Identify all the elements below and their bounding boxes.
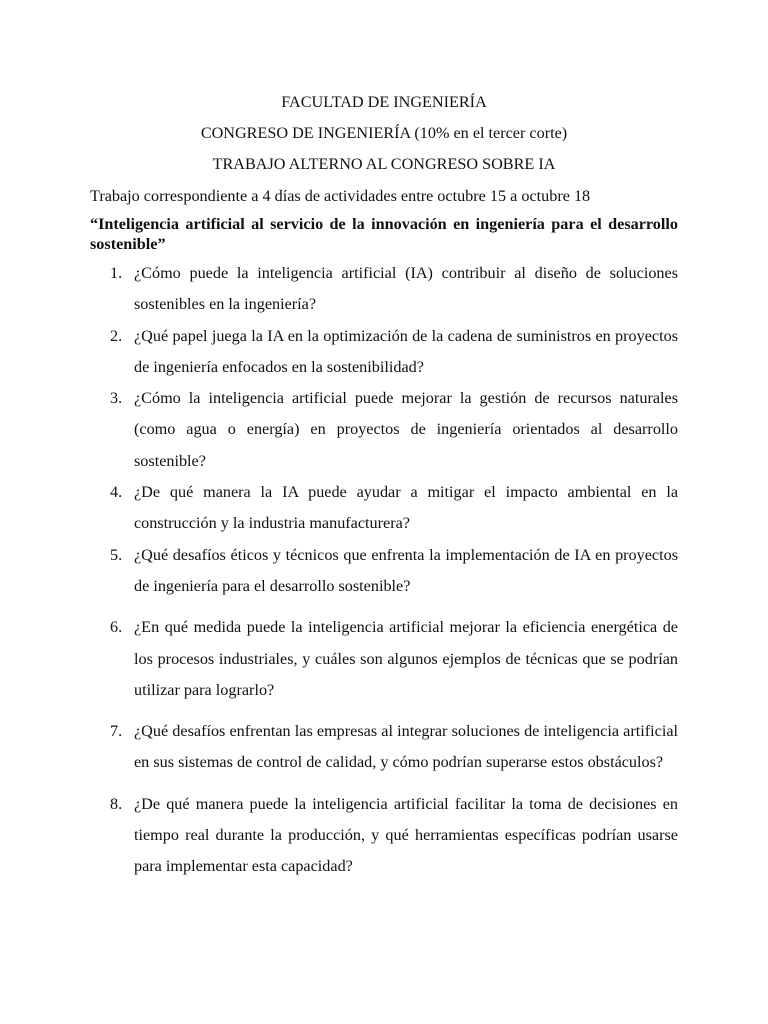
- question-item: [90, 477, 678, 540]
- question-item: [90, 383, 678, 477]
- question-number: 5.: [110, 545, 123, 564]
- assignment-title: TRABAJO ALTERNO AL CONGRESO SOBRE IA: [212, 155, 556, 173]
- question-item: [90, 789, 678, 883]
- question-item: [90, 321, 678, 384]
- question-number: 7.: [110, 722, 123, 741]
- intro-text: Trabajo correspondiente a 4 días de actividades entre octubre 15 a octubre 18: [90, 187, 591, 205]
- question-text: ¿De qué manera la IA puede ayudar a mitigar el impacto ambiental en la construcción y la industria manufacturera?: [134, 483, 678, 533]
- question-text: ¿En qué medida puede la inteligencia artificial mejorar la eficiencia energética de los procesos industriales, y cuáles son algunos ejemplos de técnicas que se podrían utilizar para lograrlo?: [134, 618, 678, 699]
- question-list: [90, 258, 678, 883]
- faculty-title: FACULTAD DE INGENIERÍA: [281, 93, 487, 111]
- question-number: 8.: [110, 794, 123, 813]
- question-number: 1.: [110, 264, 123, 282]
- question-text: ¿De qué manera puede la inteligencia artificial facilitar la toma de decisiones en tiempo real durante la producción, y qué herramientas específicas podrían usarse para implementar esta capacidad?: [134, 794, 678, 876]
- question-item: [90, 258, 678, 321]
- question-text: ¿Cómo puede la inteligencia artificial (IA) contribuir al diseño de soluciones sostenibles en la ingeniería?: [134, 264, 678, 314]
- question-item: [90, 716, 678, 779]
- question-number: 3.: [110, 389, 123, 408]
- question-number: 2.: [110, 326, 123, 345]
- question-text: ¿Qué desafíos éticos y técnicos que enfrenta la implementación de IA en proyectos de ingeniería para el desarrollo sostenible?: [134, 545, 678, 595]
- question-text: ¿Cómo la inteligencia artificial puede mejorar la gestión de recursos naturales (como agua o energía) en proyectos de ingeniería orientados al desarrollo sostenible?: [134, 389, 678, 470]
- question-item: [90, 540, 678, 603]
- question-text: ¿Qué papel juega la IA en la optimización de la cadena de suministros en proyectos de ingeniería enfocados en la sostenibilidad?: [134, 326, 678, 376]
- question-number: 4.: [110, 483, 123, 502]
- congress-title: CONGRESO DE INGENIERÍA (10% en el tercer corte): [200, 124, 568, 142]
- question-text: ¿Qué desafíos enfrentan las empresas al integrar soluciones de inteligencia artificial en sus sistemas de control de calidad, y cómo podrían superarse estos obstáculos?: [134, 722, 678, 772]
- question-item: [90, 612, 678, 706]
- question-number: 6.: [110, 618, 123, 637]
- topic-heading: “Inteligencia artificial al servicio de la innovación en ingeniería para el desarrollo sostenible”: [90, 215, 678, 253]
